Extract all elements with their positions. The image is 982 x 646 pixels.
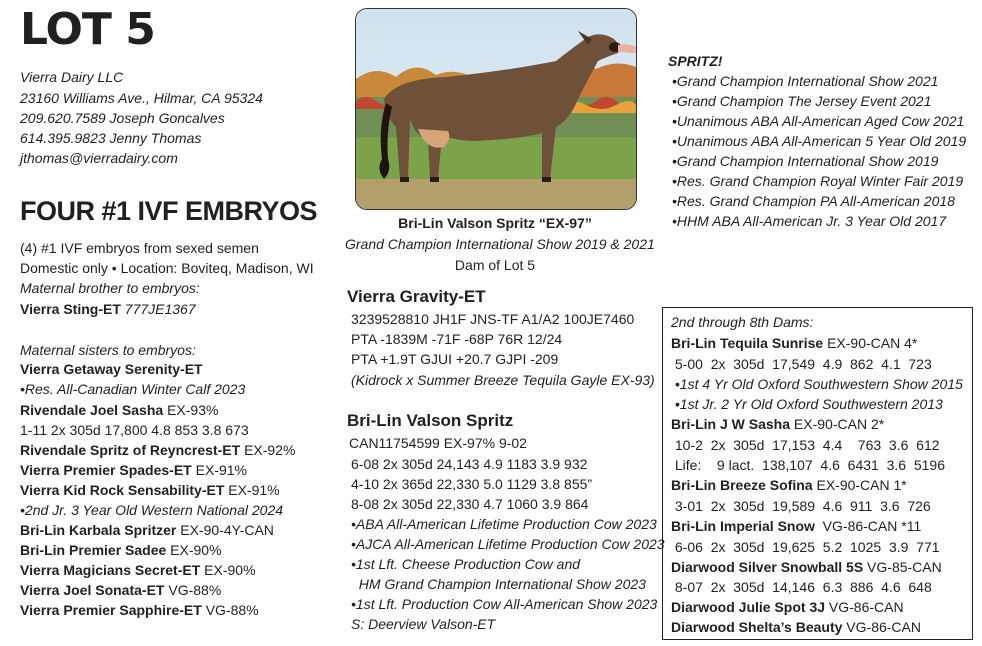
sister-name: Vierra Premier Spades-ET <box>20 462 192 478</box>
sire-info: 3239528810 JH1F JNS-TF A1/A2 100JE7460 <box>351 311 635 327</box>
contact-phone-1: 209.620.7589 Joseph Goncalves <box>20 110 225 126</box>
dam-line-record: 5-00 2x 305d 17,549 4.9 862 4.1 723 <box>671 356 932 372</box>
dam-record: 6-08 2x 305d 24,143 4.9 1183 3.9 932 <box>351 456 588 472</box>
photo-caption-dam: Dam of Lot 5 <box>454 257 536 273</box>
dam-line-record: 6-06 2x 305d 19,625 5.2 1025 3.9 771 <box>671 539 940 555</box>
dam-award: HM Grand Champion International Show 2023 <box>351 576 646 592</box>
sister-score: VG-88% <box>168 582 222 598</box>
contact-phone-2: 614.395.9823 Jenny Thomas <box>20 130 202 146</box>
offer-heading: FOUR #1 IVF EMBRYOS <box>20 196 318 226</box>
brother-name: Vierra Sting-ET <box>20 301 121 317</box>
dam-line-score: EX-90-CAN 4* <box>823 335 918 351</box>
dam-line-note: •1st Jr. 2 Yr Old Oxford Southwestern 2013 <box>671 396 943 412</box>
sister-entry <box>20 540 222 560</box>
sister-score: EX-91% <box>228 482 280 498</box>
dam-line-record: 8-07 2x 305d 14,146 6.3 886 4.6 648 <box>671 579 932 595</box>
dam-award: •ABA All-American Lifetime Production Cow 2023 <box>351 516 657 532</box>
spritz-award: •HHM ABA All-American Jr. 3 Year Old 2017 <box>672 213 947 229</box>
dam-line-score: VG-85-CAN <box>863 559 942 575</box>
dam-line-entry <box>671 414 884 434</box>
sire-genomic: PTA +1.9T GJUI +20.7 GJPI -209 <box>351 351 559 367</box>
dam-line-name: Diarwood Shelta’s Beauty <box>671 619 843 635</box>
dam-award: •1st Lft. Production Cow All-American Show 2023 <box>351 596 658 612</box>
sister-name: Vierra Kid Rock Sensability-ET <box>20 482 225 498</box>
sisters-label: Maternal sisters to embryos: <box>20 342 196 358</box>
dam-line-entry <box>671 333 917 353</box>
dam-line-name: Bri-Lin Tequila Sunrise <box>671 335 824 351</box>
spritz-award: •Grand Champion The Jersey Event 2021 <box>672 93 932 109</box>
dam-line-name: Bri-Lin J W Sasha <box>671 416 791 432</box>
spritz-title: SPRITZ! <box>668 53 723 69</box>
sister-name: Vierra Premier Sapphire-ET <box>20 602 202 618</box>
sister-score: EX-92% <box>244 442 296 458</box>
sister-name: Vierra Joel Sonata-ET <box>20 582 165 598</box>
sister-name: Rivendale Joel Sasha <box>20 402 164 418</box>
sire-pta: PTA -1839M -71F -68P 76R 12/24 <box>351 331 563 347</box>
sister-entry <box>20 600 259 620</box>
dam-line-entry <box>671 557 942 577</box>
sister-name: Vierra Getaway Serenity-ET <box>20 361 203 377</box>
sire-pedigree: (Kidrock x Summer Breeze Tequila Gayle EX-93) <box>351 372 655 388</box>
dam-line-score: EX-90-CAN 2* <box>790 416 885 432</box>
dam-line-record: Life: 9 lact. 138,107 4.6 6431 3.6 5196 <box>671 457 945 473</box>
dam-award: •AJCA All-American Lifetime Production Cow 2023 <box>351 536 665 552</box>
dam-line-name: Diarwood Silver Snowball 5S <box>671 559 864 575</box>
cow-photo <box>355 8 637 210</box>
spritz-award: •Grand Champion International Show 2021 <box>672 73 939 89</box>
sister-score: EX-90% <box>204 562 256 578</box>
spritz-award: •Unanimous ABA All-American 5 Year Old 2019 <box>672 133 967 149</box>
contact-email[interactable]: jthomas@vierradairy.com <box>20 150 178 166</box>
dam-line-entry <box>671 475 907 495</box>
dam-line-score: VG-86-CAN <box>825 599 904 615</box>
dam-line-entry <box>671 597 904 617</box>
dam-line-record: 3-01 2x 305d 19,589 4.6 911 3.6 726 <box>671 498 931 514</box>
dam-line-name: Bri-Lin Breeze Sofina <box>671 477 813 493</box>
sister-entry <box>20 480 280 500</box>
brother-label: Maternal brother to embryos: <box>20 280 200 296</box>
dam-line-record: 10-2 2x 305d 17,153 4.4 763 3.6 612 <box>671 437 940 453</box>
sister-score: EX-90% <box>170 542 222 558</box>
photo-caption-award: Grand Champion International Show 2019 & 2021 <box>345 236 655 252</box>
spritz-award: •Unanimous ABA All-American Aged Cow 2021 <box>672 113 965 129</box>
dam-line-entry <box>671 617 921 637</box>
dam-line-score: EX-90-CAN 1* <box>812 477 907 493</box>
sister-score: EX-91% <box>195 462 247 478</box>
spritz-award: •Res. Grand Champion PA All-American 2018 <box>672 193 955 209</box>
sister-entry <box>20 520 274 540</box>
sister-note: •2nd Jr. 3 Year Old Western National 2024 <box>20 502 284 518</box>
brother-entry <box>20 299 196 319</box>
sister-score: EX-90-4Y-CAN <box>180 522 274 538</box>
dam-line-score: VG-86-CAN *11 <box>814 518 922 534</box>
sister-record: 1-11 2x 305d 17,800 4.8 853 3.8 673 <box>20 422 249 438</box>
dam-record: 4-10 2x 365d 22,330 5.0 1129 3.8 855” <box>351 476 593 492</box>
sister-score: VG-88% <box>205 602 259 618</box>
dam-line-name: Bri-Lin Imperial Snow <box>671 518 815 534</box>
dam-sire: S: Deerview Valson-ET <box>351 616 496 632</box>
contact-address: 23160 Williams Ave., Hilmar, CA 95324 <box>20 90 263 106</box>
dam-registration: CAN11754599 EX-97% 9-02 <box>349 435 527 451</box>
dam-line-entry <box>671 516 921 536</box>
dam-record: 8-08 2x 305d 22,330 4.7 1060 3.9 864 <box>351 496 589 512</box>
sister-entry <box>20 400 218 420</box>
offer-description: (4) #1 IVF embryos from sexed semen <box>20 240 259 256</box>
sister-name: Bri-Lin Karbala Spritzer <box>20 522 177 538</box>
sister-entry <box>20 580 221 600</box>
spritz-award: •Grand Champion International Show 2019 <box>672 153 939 169</box>
dam-line-note: •1st 4 Yr Old Oxford Southwestern Show 2015 <box>671 376 963 392</box>
sister-entry <box>20 560 256 580</box>
dam-line-score: VG-86-CAN <box>842 619 921 635</box>
sister-entry <box>20 440 295 460</box>
sister-name: Vierra Magicians Secret-ET <box>20 562 201 578</box>
brother-code: 777JE1367 <box>124 301 196 317</box>
offer-location: Domestic only • Location: Boviteq, Madison, WI <box>20 260 314 276</box>
dam-award: •1st Lft. Cheese Production Cow and <box>351 556 581 572</box>
sister-score: EX-93% <box>167 402 219 418</box>
sister-note: •Res. All-Canadian Winter Calf 2023 <box>20 381 246 397</box>
sister-entry <box>20 460 247 480</box>
lot-title: LOT 5 <box>20 4 155 55</box>
spritz-award: •Res. Grand Champion Royal Winter Fair 2019 <box>672 173 964 189</box>
sister-name: Bri-Lin Premier Sadee <box>20 542 167 558</box>
photo-caption-name: Bri-Lin Valson Spritz “EX-97” <box>398 215 592 231</box>
sister-name: Rivendale Spritz of Reyncrest-ET <box>20 442 241 458</box>
sire-name: Vierra Gravity-ET <box>347 287 486 306</box>
jersey-cow-illustration <box>356 9 636 209</box>
contact-farm: Vierra Dairy LLC <box>20 69 124 85</box>
dam-line-name: Diarwood Julie Spot 3J <box>671 599 826 615</box>
dams-box-title: 2nd through 8th Dams: <box>671 314 814 330</box>
dam-name: Bri-Lin Valson Spritz <box>347 411 514 430</box>
